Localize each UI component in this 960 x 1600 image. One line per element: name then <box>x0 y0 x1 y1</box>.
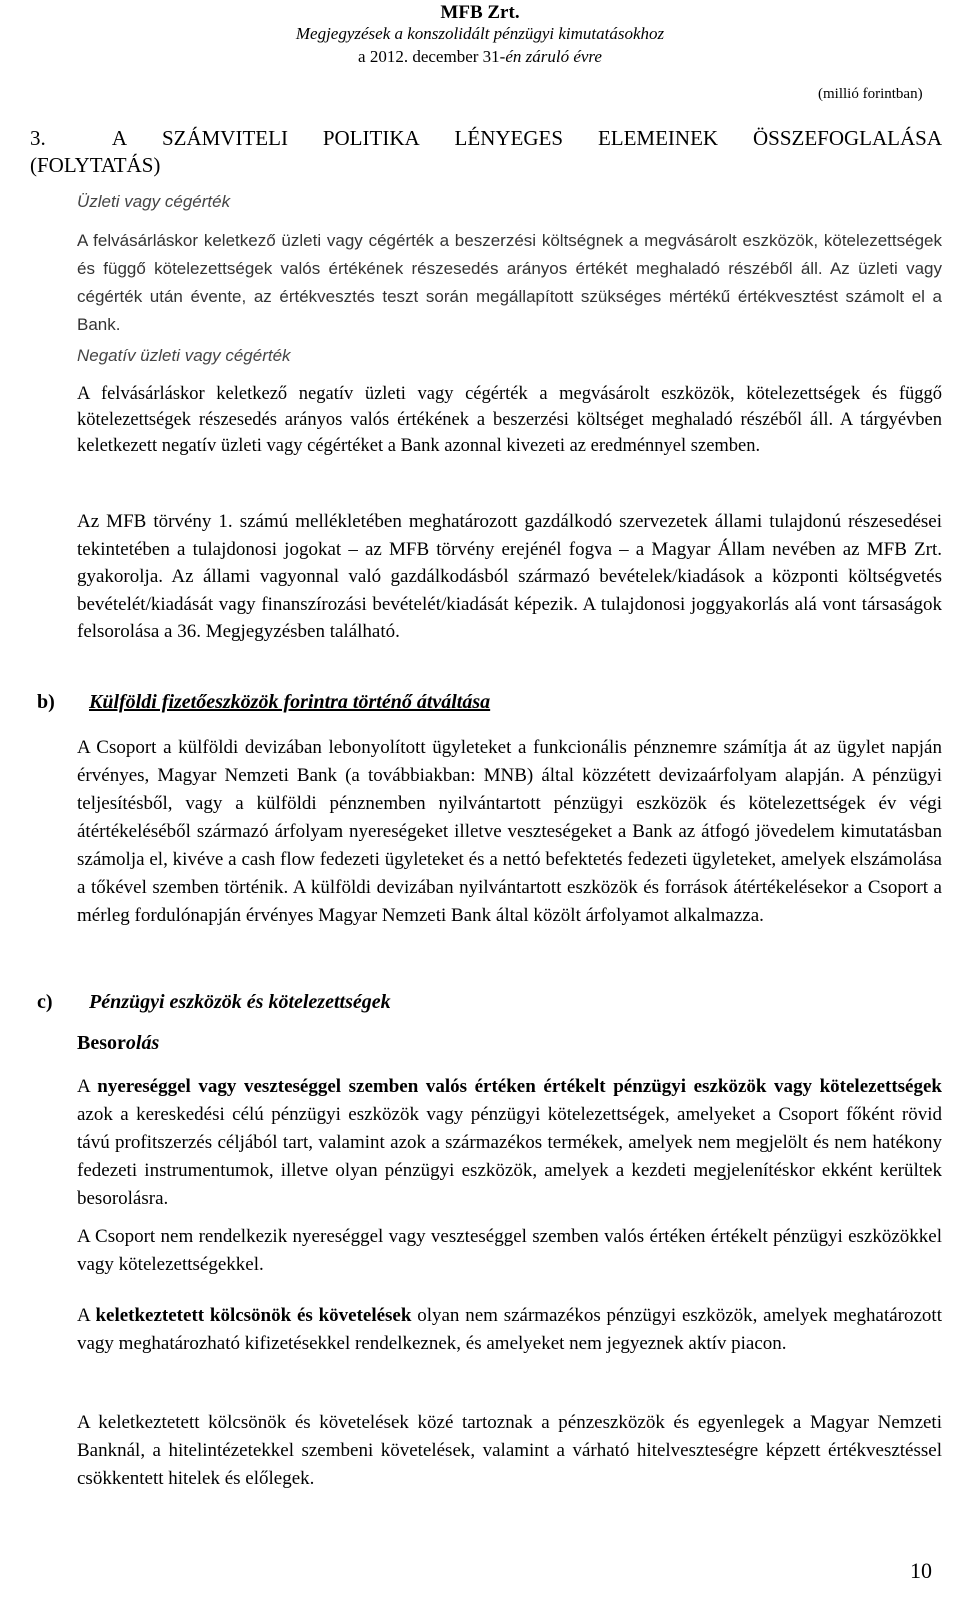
classification-italic: olás <box>125 1032 160 1054</box>
p1-prefix: A <box>77 1076 98 1097</box>
company-name: MFB Zrt. <box>440 2 520 23</box>
heading-word: A <box>111 126 128 150</box>
goodwill-paragraph: A felvásárláskor keletkező üzleti vagy cégérték a beszerzési költségnek a megvásárolt eszközök, kötelezettségek és függő kötelezettségek valós értékének részesedés arányos értékét meghaladó részéből áll. Az üzleti vagy cégérték után évente, az értékvesztés teszt során megállapított szükséges mértékű értékvesztést számolt el a Bank. <box>77 231 942 334</box>
section-c-letter: c) <box>37 991 53 1013</box>
section-number: 3. <box>30 126 46 150</box>
section-b-letter: b) <box>37 691 55 713</box>
heading-continuation: (FOLYTATÁS) <box>30 153 161 177</box>
section-c-title: Pénzügyi eszközök és kötelezettségek <box>89 991 391 1013</box>
section-b-paragraph: A Csoport a külföldi devizában lebonyolított ügyleteket a funkcionális pénznemre számítja át az ügylet napján érvényes, Magyar Nemzeti Bank (a továbbiakban: MNB) által közzétett devizaárfolyam alapján. A pénzügyi teljesítésből, vagy a külföldi pénznemben nyilvántartott pénzügyi eszközök és kötelezettségek év végi átértékeléséből származó árfolyam nyereségeket illetve veszteségeket a Bank az átfogó jövedelem kimutatásban számolja el, kivéve a cash flow fedezeti ügyleteket és a nettó befektetés fedezeti ügyleteket, amelyek elszámolása a tőkével szemben történik. A külföldi devizában nyilvántartott eszközök és források átértékelésekor a Csoport a mérleg fordulónapján érvényes Magyar Nemzeti Bank által közölt árfolyamot alkalmazza. <box>77 737 942 926</box>
no-fvtpl-paragraph: A Csoport nem rendelkezik nyereséggel vagy veszteséggel szemben valós értéken értékelt pénzügyi eszközökkel vagy kötelezettségekkel. <box>77 1226 942 1275</box>
period-prefix: a 2012. december 31- <box>358 47 506 66</box>
negative-goodwill-heading: Negatív üzleti vagy cégérték <box>77 346 291 365</box>
period-line <box>0 47 960 67</box>
section-b-heading <box>37 691 490 714</box>
classification-plain: Besor <box>77 1032 126 1054</box>
loans-contents-paragraph: A keletkeztetett kölcsönök és követelések közé tartoznak a pénzeszközök és egyenlegek a Magyar Nemzeti Banknál, a hitelintézetekkel szembeni követelések, valamint a várható hitelveszteségre képzett értékvesztéssel csökkentett hitelek és előlegek. <box>77 1412 942 1489</box>
unit-label: (millió forintban) <box>818 86 923 102</box>
heading-word: SZÁMVITELI <box>161 126 288 150</box>
negative-goodwill-paragraph: A felvásárláskor keletkező negatív üzleti vagy cégérték a megvásárolt eszközök, kötelezettségek és függő kötelezettségek részesedés arányos valós értékének a beszerzési költséget meghaladó részéből áll. A tárgyévben keletkezett negatív üzleti vagy cégértéket a Bank azonnal kivezeti az eredménnyel szemben. <box>77 384 942 456</box>
p3-bold: keletkeztetett kölcsönök és követelések <box>95 1305 412 1326</box>
mfb-law-paragraph: Az MFB törvény 1. számú mellékletében meghatározott gazdálkodó szervezetek állami tulajdonú részesedései tekintetében a tulajdonosi jogokat – az MFB törvény erejénél fogva – a Magyar Állam nevében az MFB Zrt. gyakorolja. Az állami vagyonnal való gazdálkodásból származó bevételek/kiadások a központi költségvetés bevételét/kiadását vagy finanszírozási bevételét/kiadását képezik. A tulajdonosi joggyakorlás alá vont társaságok felsorolása a 36. Megjegyzésben található. <box>77 511 942 642</box>
heading-word: ÖSSZEFOGLALÁSA <box>752 126 942 150</box>
loans-paragraph <box>77 1302 942 1358</box>
section-c-heading <box>37 991 391 1014</box>
p3-prefix: A <box>77 1305 96 1326</box>
heading-word: ELEMEINEK <box>597 126 719 150</box>
p1-bold: nyereséggel vagy veszteséggel szemben valós értéken értékelt pénzügyi eszközök vagy kötelezettségek <box>97 1076 942 1097</box>
section-3-heading <box>30 126 942 178</box>
goodwill-heading: Üzleti vagy cégérték <box>77 192 231 211</box>
classification-heading <box>77 1032 159 1055</box>
p1-rest: azok a kereskedési célú pénzügyi eszközök vagy pénzügyi kötelezettségek, amelyeket a Csoport főként rövid távú profitszerzés céljából tart, valamint azok a származékos termékek, amelyek nem megjelölt és nem hatékony fedezeti instrumentumok, illetve olyan pénzügyi eszközök, amelyek a kezdeti megjelenítéskor ekként kerültek besorolásra. <box>77 1104 942 1209</box>
heading-word: POLITIKA <box>322 126 420 150</box>
p3-rest: olyan nem származékos pénzügyi eszközök, amelyek meghatározott vagy meghatározható kifizetésekkel rendelkeznek, és amelyeket nem jegyeznek aktív piacon. <box>77 1305 942 1354</box>
page-number: 10 <box>910 1558 932 1583</box>
fvtpl-paragraph <box>77 1073 942 1213</box>
document-subtitle: Megjegyzések a konszolidált pénzügyi kimutatásokhoz <box>295 24 665 43</box>
period-suffix: én záruló évre <box>505 47 602 66</box>
heading-word: LÉNYEGES <box>454 126 564 150</box>
section-b-title: Külföldi fizetőeszközök forintra történő átváltása <box>89 691 491 713</box>
